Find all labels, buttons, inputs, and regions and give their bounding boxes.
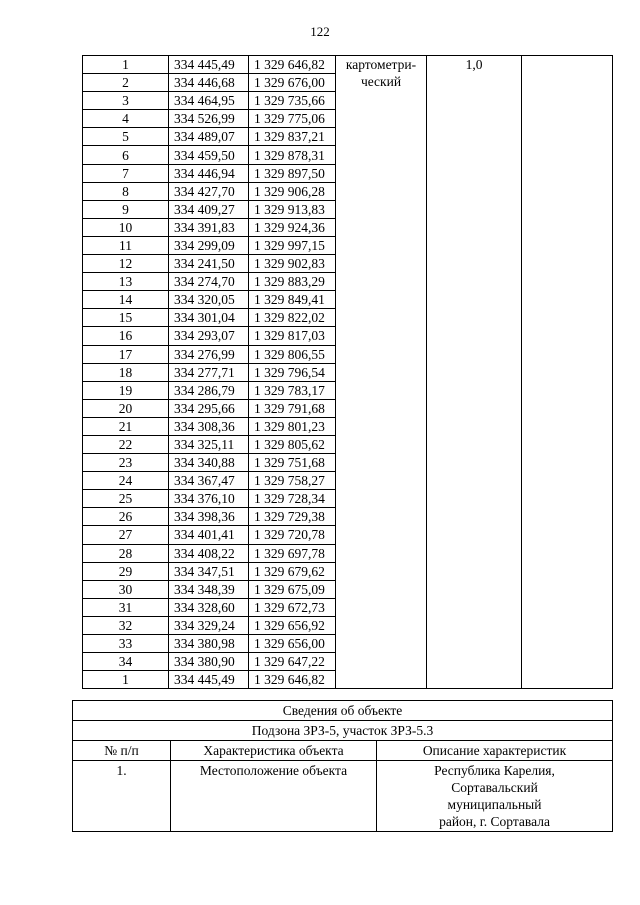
coordinate-y: 1 329 791,68 xyxy=(249,399,336,417)
coordinate-x: 334 459,50 xyxy=(169,146,249,164)
row-description: Республика Карелия, Сортавальский муниципальный район, г. Сортавала xyxy=(377,761,613,832)
coordinate-x: 334 464,95 xyxy=(169,92,249,110)
coordinate-y: 1 329 751,68 xyxy=(249,454,336,472)
coordinate-table xyxy=(82,55,613,689)
coordinate-x: 334 367,47 xyxy=(169,472,249,490)
coordinate-x: 334 445,49 xyxy=(169,56,249,74)
point-number: 33 xyxy=(83,635,169,653)
coordinate-y: 1 329 775,06 xyxy=(249,110,336,128)
coordinate-y: 1 329 735,66 xyxy=(249,92,336,110)
coordinate-x: 334 446,94 xyxy=(169,164,249,182)
point-number: 7 xyxy=(83,164,169,182)
point-number: 8 xyxy=(83,182,169,200)
coordinate-y: 1 329 822,02 xyxy=(249,309,336,327)
point-number: 3 xyxy=(83,92,169,110)
point-number: 6 xyxy=(83,146,169,164)
coordinate-y: 1 329 878,31 xyxy=(249,146,336,164)
point-number: 34 xyxy=(83,653,169,671)
point-number: 5 xyxy=(83,128,169,146)
point-number: 9 xyxy=(83,200,169,218)
coordinate-x: 334 445,49 xyxy=(169,671,249,689)
point-number: 11 xyxy=(83,236,169,254)
coordinate-y: 1 329 883,29 xyxy=(249,273,336,291)
coordinate-y: 1 329 906,28 xyxy=(249,182,336,200)
coordinate-y: 1 329 817,03 xyxy=(249,327,336,345)
coordinate-y: 1 329 646,82 xyxy=(249,56,336,74)
coordinate-x: 334 299,09 xyxy=(169,236,249,254)
object-info-subtitle: Подзона ЗРЗ-5, участок ЗРЗ-5.3 xyxy=(73,721,613,741)
point-number: 19 xyxy=(83,381,169,399)
coordinate-x: 334 376,10 xyxy=(169,490,249,508)
coordinate-y: 1 329 997,15 xyxy=(249,236,336,254)
coordinate-x: 334 526,99 xyxy=(169,110,249,128)
coordinate-x: 334 329,24 xyxy=(169,616,249,634)
coordinate-y: 1 329 758,27 xyxy=(249,472,336,490)
coordinate-x: 334 427,70 xyxy=(169,182,249,200)
coordinate-y: 1 329 672,73 xyxy=(249,598,336,616)
coordinate-x: 334 301,04 xyxy=(169,309,249,327)
point-number: 17 xyxy=(83,345,169,363)
point-number: 25 xyxy=(83,490,169,508)
coordinate-y: 1 329 902,83 xyxy=(249,255,336,273)
point-number: 28 xyxy=(83,544,169,562)
coordinate-x: 334 340,88 xyxy=(169,454,249,472)
point-number: 32 xyxy=(83,616,169,634)
coordinate-y: 1 329 656,00 xyxy=(249,635,336,653)
point-number: 22 xyxy=(83,435,169,453)
coordinate-y: 1 329 679,62 xyxy=(249,562,336,580)
row-number: 1. xyxy=(73,761,171,832)
coordinate-x: 334 409,27 xyxy=(169,200,249,218)
point-number: 12 xyxy=(83,255,169,273)
coordinate-x: 334 408,22 xyxy=(169,544,249,562)
point-number: 13 xyxy=(83,273,169,291)
object-info-title-row xyxy=(73,701,613,721)
coordinate-y: 1 329 676,00 xyxy=(249,74,336,92)
header-description: Описание характеристик xyxy=(377,741,613,761)
header-characteristic: Характеристика объекта xyxy=(171,741,377,761)
table-row xyxy=(73,761,613,832)
empty-column xyxy=(522,56,613,689)
page-number: 122 xyxy=(310,24,330,39)
point-number: 14 xyxy=(83,291,169,309)
coordinate-x: 334 274,70 xyxy=(169,273,249,291)
coordinate-y: 1 329 849,41 xyxy=(249,291,336,309)
coordinate-y: 1 329 806,55 xyxy=(249,345,336,363)
coordinate-x: 334 446,68 xyxy=(169,74,249,92)
row-characteristic: Местоположение объекта xyxy=(171,761,377,832)
coordinate-y: 1 329 913,83 xyxy=(249,200,336,218)
coordinate-x: 334 391,83 xyxy=(169,218,249,236)
object-info-subtitle-row xyxy=(73,721,613,741)
point-number: 18 xyxy=(83,363,169,381)
coordinate-y: 1 329 647,22 xyxy=(249,653,336,671)
determination-method: картометри- ческий xyxy=(336,56,427,689)
point-number: 4 xyxy=(83,110,169,128)
point-number: 29 xyxy=(83,562,169,580)
coordinate-x: 334 286,79 xyxy=(169,381,249,399)
coordinate-y: 1 329 728,34 xyxy=(249,490,336,508)
coordinate-y: 1 329 656,92 xyxy=(249,616,336,634)
coordinate-x: 334 325,11 xyxy=(169,435,249,453)
coordinate-x: 334 489,07 xyxy=(169,128,249,146)
point-number: 2 xyxy=(83,74,169,92)
point-number: 31 xyxy=(83,598,169,616)
coordinate-x: 334 320,05 xyxy=(169,291,249,309)
header-number: № п/п xyxy=(73,741,171,761)
coordinate-x: 334 295,66 xyxy=(169,399,249,417)
point-number: 21 xyxy=(83,417,169,435)
coordinate-x: 334 401,41 xyxy=(169,526,249,544)
point-number: 27 xyxy=(83,526,169,544)
point-number: 1 xyxy=(83,671,169,689)
object-info-title: Сведения об объекте xyxy=(73,701,613,721)
coordinate-y: 1 329 837,21 xyxy=(249,128,336,146)
point-number: 24 xyxy=(83,472,169,490)
point-number: 16 xyxy=(83,327,169,345)
point-number: 1 xyxy=(83,56,169,74)
coordinate-x: 334 380,90 xyxy=(169,653,249,671)
coordinate-x: 334 276,99 xyxy=(169,345,249,363)
coordinate-x: 334 277,71 xyxy=(169,363,249,381)
coordinate-y: 1 329 697,78 xyxy=(249,544,336,562)
coordinate-x: 334 308,36 xyxy=(169,417,249,435)
coordinate-y: 1 329 801,23 xyxy=(249,417,336,435)
coordinate-x: 334 398,36 xyxy=(169,508,249,526)
coordinate-x: 334 241,50 xyxy=(169,255,249,273)
point-number: 15 xyxy=(83,309,169,327)
coordinate-y: 1 329 897,50 xyxy=(249,164,336,182)
coordinate-y: 1 329 675,09 xyxy=(249,580,336,598)
object-info-table xyxy=(72,700,613,832)
coordinate-x: 334 348,39 xyxy=(169,580,249,598)
point-number: 26 xyxy=(83,508,169,526)
coordinate-x: 334 380,98 xyxy=(169,635,249,653)
coordinate-y: 1 329 796,54 xyxy=(249,363,336,381)
coordinate-x: 334 347,51 xyxy=(169,562,249,580)
coordinate-y: 1 329 805,62 xyxy=(249,435,336,453)
coordinate-x: 334 293,07 xyxy=(169,327,249,345)
coordinate-y: 1 329 729,38 xyxy=(249,508,336,526)
coordinate-y: 1 329 646,82 xyxy=(249,671,336,689)
coordinate-y: 1 329 720,78 xyxy=(249,526,336,544)
point-number: 20 xyxy=(83,399,169,417)
coordinate-y: 1 329 783,17 xyxy=(249,381,336,399)
table-row xyxy=(83,56,613,74)
coordinate-y: 1 329 924,36 xyxy=(249,218,336,236)
precision-value: 1,0 xyxy=(427,56,522,689)
point-number: 10 xyxy=(83,218,169,236)
point-number: 30 xyxy=(83,580,169,598)
point-number: 23 xyxy=(83,454,169,472)
object-info-header-row xyxy=(73,741,613,761)
coordinate-x: 334 328,60 xyxy=(169,598,249,616)
